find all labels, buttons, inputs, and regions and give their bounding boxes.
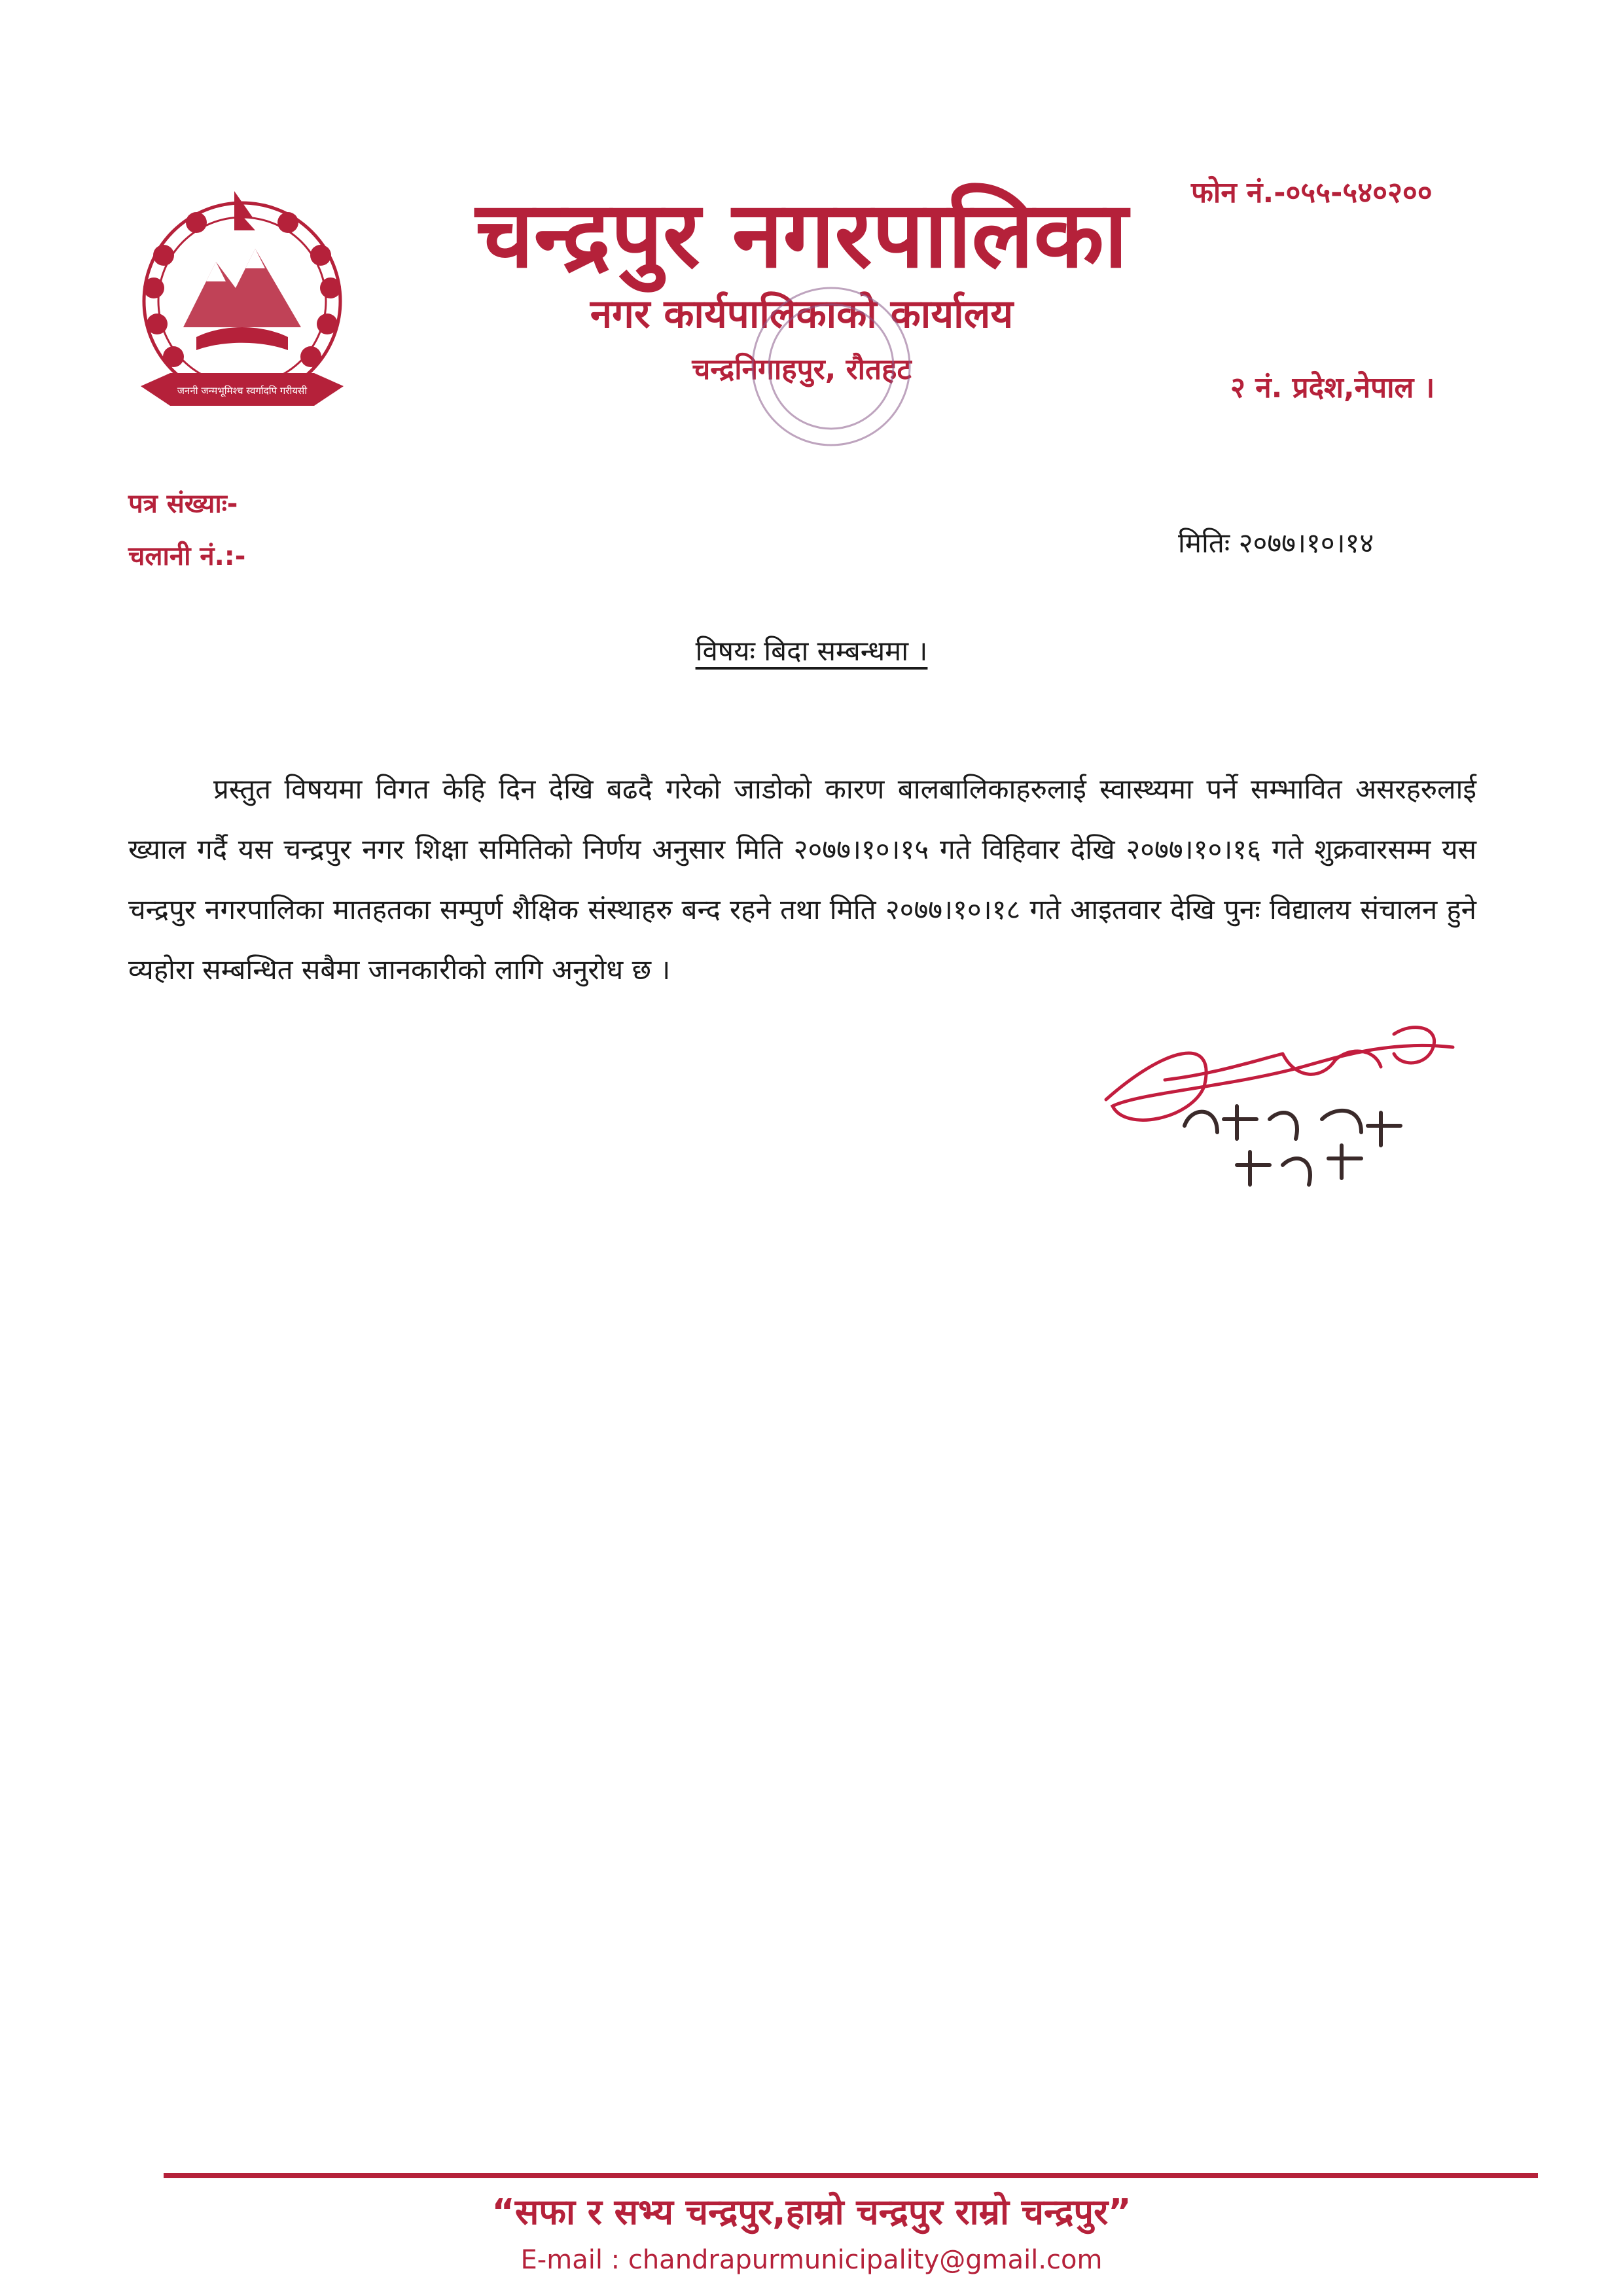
subject-line bbox=[0, 632, 1623, 669]
dispatch-number-label: चलानी नं.:- bbox=[128, 541, 246, 571]
footer-slogan: “सफा र सभ्य चन्द्रपुर,हाम्रो चन्द्रपुर राम्रो चन्द्रपुर” bbox=[491, 2191, 1132, 2233]
footer-divider bbox=[164, 2173, 1538, 2178]
municipality-name: चन्द्रपुर नगरपालिका bbox=[475, 182, 1128, 289]
letter-date: मितिः २०७७।१०।१४ bbox=[1178, 527, 1374, 559]
letter-body: प्रस्तुत विषयमा विगत केहि दिन देखि बढदै गरेको जाडोको कारण बालबालिकाहरुलाई स्वास्थ्यमा पर्ने सम्भावित असरहरुलाई ख्याल गर्दै यस चन्द्रपुर नगर शिक्षा समितिको निर्णय अनुसार मिति २०७७।१०।१५ गते विहिवार देखि २०७७।१०।१६ गते शुक्रवारसम्म यस चन्द्रपुर नगरपालिका मातहतका सम्पुर्ण शैक्षिक संस्थाहरु बन्द रहने तथा मिति २०७७।१०।१८ गते आइतवार देखि पुनः विद्यालय संचालन हुने व्यहोरा सम्बन्धित सबैमा जानकारीको लागि अनुरोध छ । bbox=[128, 773, 1476, 986]
nepal-emblem-icon bbox=[124, 177, 360, 439]
footer-email: E-mail : chandrapurmunicipality@gmail.com bbox=[520, 2245, 1103, 2275]
letter-number-label: पत्र संख्याः- bbox=[128, 489, 238, 519]
subject-text: विषयः बिदा सम्बन्धमा । bbox=[695, 635, 928, 667]
province-label: २ नं. प्रदेश,नेपाल । bbox=[1230, 371, 1435, 404]
emblem-motto: जननी जन्मभूमिश्च स्वर्गादपि गरीयसी bbox=[177, 385, 308, 397]
office-name: नगर कार्यपालिकाको कार्यालय bbox=[590, 291, 1014, 337]
office-address: चन्द्रनिगाहपुर, रौतहट bbox=[692, 353, 912, 386]
office-seal-icon bbox=[713, 268, 949, 465]
phone-number: फोन नं.-०५५-५४०२०० bbox=[1191, 176, 1433, 209]
signature-icon bbox=[1086, 1008, 1479, 1217]
